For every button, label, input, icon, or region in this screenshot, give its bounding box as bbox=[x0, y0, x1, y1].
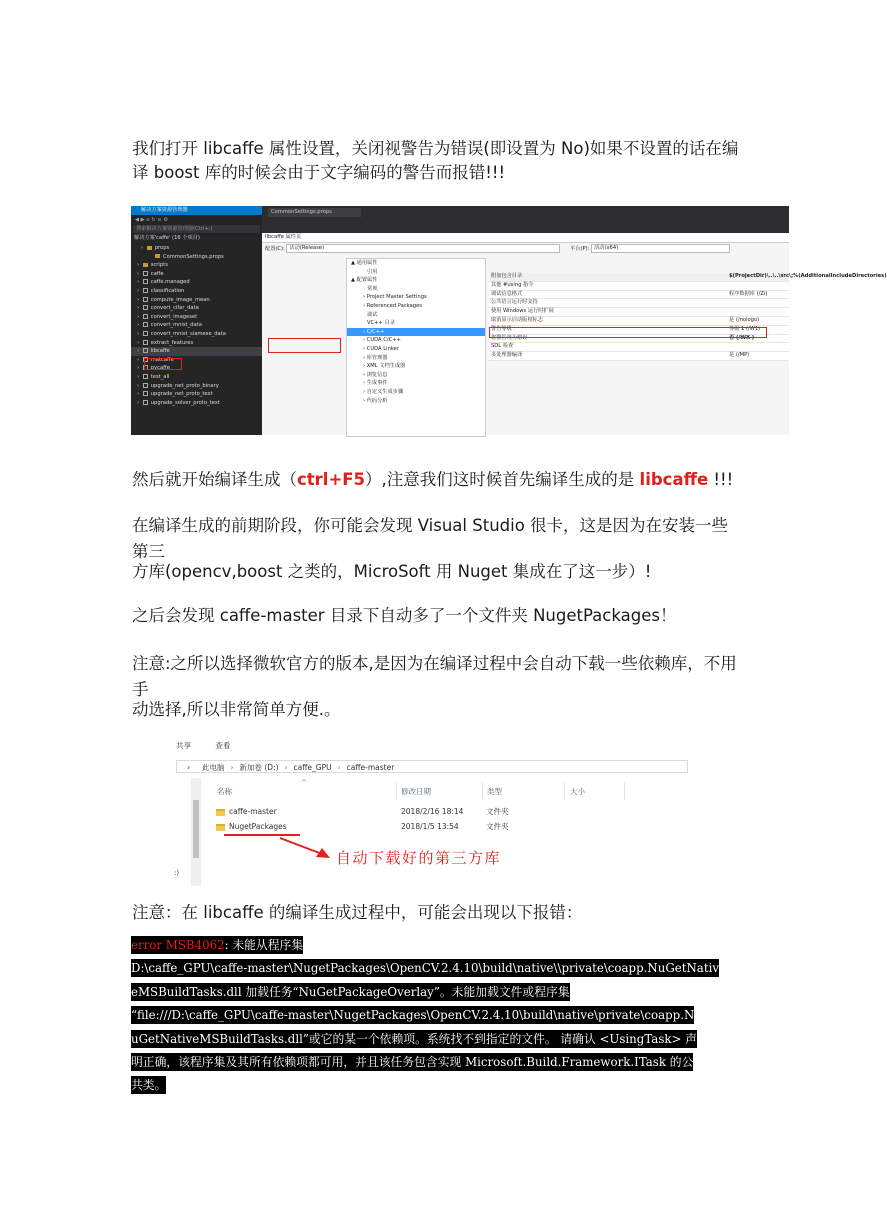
file-row[interactable] bbox=[216, 806, 616, 818]
solution-tree-item[interactable]: › convert_mnist_data bbox=[137, 322, 202, 329]
tree-item-label: convert_imageset bbox=[150, 313, 198, 320]
tree-item-label: extract_features bbox=[150, 339, 194, 346]
error-line: “file:///D:\caffe_GPU\caffe-master\NugetPackages\OpenCV.2.4.10\build\native\private\coapp.N bbox=[131, 1008, 695, 1023]
solution-tree-item[interactable]: › extract_features bbox=[137, 339, 194, 346]
editor-tab-bar bbox=[262, 206, 789, 233]
solution-explorer-title: 解决方案资源管理器 bbox=[131, 206, 262, 215]
project-icon bbox=[143, 400, 148, 405]
column-name[interactable]: 名称 bbox=[217, 787, 232, 796]
ribbon bbox=[176, 740, 252, 751]
property-tree-item[interactable]: ▲ 配置属性 bbox=[351, 277, 378, 284]
visual-studio-screenshot bbox=[131, 206, 887, 435]
property-tree-item[interactable]: 引用 bbox=[367, 268, 378, 275]
property-row[interactable] bbox=[489, 343, 789, 352]
property-tree-item[interactable]: › Referenced Packages bbox=[363, 302, 422, 309]
paragraph-convenient: 动选择,所以非常简单方便.。 bbox=[132, 700, 341, 719]
paragraph-compile bbox=[132, 467, 742, 493]
solution-tree bbox=[131, 244, 262, 407]
column-date[interactable]: 修改日期 bbox=[401, 787, 431, 796]
path-segment[interactable]: 新加卷 (D:) bbox=[239, 763, 279, 772]
property-name: 多处理器编译 bbox=[491, 352, 523, 359]
property-tree-item[interactable]: › Project Master Settings bbox=[363, 294, 427, 301]
tree-item-label: caffe.managed bbox=[150, 279, 190, 286]
p1-text-a: 然后就开始编译生成（ bbox=[132, 470, 297, 489]
solution-tree-item[interactable]: › compute_image_mean bbox=[137, 296, 210, 303]
project-icon bbox=[143, 340, 148, 345]
tree-item-label: compute_image_mean bbox=[150, 296, 210, 303]
property-grid bbox=[489, 273, 887, 361]
property-value: 否 (/WX-) bbox=[729, 334, 755, 341]
property-tree-item[interactable]: › 库管理器 bbox=[363, 354, 388, 361]
path-segment[interactable]: caffe_GPU bbox=[293, 763, 332, 772]
config-row bbox=[262, 243, 789, 255]
tree-item-label: caffe bbox=[150, 270, 164, 277]
error-line: 共类。 bbox=[131, 1078, 167, 1093]
property-tree-item[interactable]: 调试 bbox=[367, 311, 378, 318]
project-icon bbox=[143, 348, 148, 353]
tree-item-label: upgrade_net_proto_binary bbox=[150, 382, 219, 389]
solution-tree-item[interactable]: › upgrade_net_proto_text bbox=[137, 391, 213, 398]
solution-tree-item[interactable]: › upgrade_solver_proto_text bbox=[137, 399, 220, 406]
solution-tree-item[interactable]: › props bbox=[141, 245, 170, 251]
file-type: 文件夹 bbox=[486, 822, 509, 831]
chevron-right-icon: › bbox=[187, 763, 190, 772]
config-select[interactable]: 活动(Release) bbox=[286, 244, 560, 253]
project-icon bbox=[143, 297, 148, 302]
project-icon bbox=[143, 331, 148, 336]
tree-item-label: scripts bbox=[150, 262, 168, 269]
property-tree bbox=[346, 258, 486, 437]
tree-item-label: CommonSettings.props bbox=[163, 253, 224, 260]
highlight-cc bbox=[268, 338, 341, 353]
property-tree-item[interactable]: › CUDA C/C++ bbox=[363, 337, 401, 344]
property-row[interactable] bbox=[489, 299, 789, 308]
property-tree-item[interactable]: › 代码分析 bbox=[363, 397, 388, 404]
tree-item-label: upgrade_net_proto_text bbox=[150, 391, 213, 398]
property-tree-item[interactable]: › CUDA Linker bbox=[363, 345, 400, 352]
tree-item-label: classification bbox=[150, 287, 185, 294]
file-date: 2018/2/16 18:14 bbox=[401, 807, 464, 816]
property-name: 调试信息格式 bbox=[491, 290, 523, 297]
path-segment[interactable]: 此电脑 bbox=[202, 763, 225, 772]
highlight-libcaffe bbox=[144, 358, 182, 370]
error-text: : 未能从程序集 bbox=[224, 938, 304, 952]
file-type: 文件夹 bbox=[486, 807, 509, 816]
file-date: 2018/1/5 13:54 bbox=[401, 822, 459, 831]
project-icon bbox=[143, 288, 148, 293]
solution-tree-item[interactable]: › caffe bbox=[137, 270, 164, 277]
tree-item-label: pycaffe bbox=[150, 365, 170, 372]
property-name: 公共语言运行时支持 bbox=[491, 299, 538, 306]
error-line bbox=[131, 934, 741, 955]
scroll-thumb[interactable] bbox=[193, 800, 199, 858]
paragraph-official: 注意:之所以选择微软官方的版本,是因为在编译过程中会自动下载一些依赖库，不用手 bbox=[132, 654, 737, 699]
path-segment[interactable]: caffe-master bbox=[346, 763, 395, 772]
property-row[interactable] bbox=[489, 352, 789, 361]
solution-tree-item[interactable]: › matcaffe bbox=[137, 356, 174, 363]
left-label: :) bbox=[174, 869, 180, 877]
property-row[interactable] bbox=[489, 273, 887, 282]
solution-tree-item[interactable]: › caffe.managed bbox=[137, 279, 190, 286]
tree-item-label: props bbox=[154, 245, 170, 251]
tree-item-label: libcaffe bbox=[150, 348, 170, 355]
p1-text-c: !!! bbox=[708, 470, 734, 489]
solution-tree-item[interactable]: › libcaffe bbox=[131, 347, 262, 356]
sort-arrow-icon: ^ bbox=[301, 778, 308, 787]
property-tree-item[interactable]: › XML 文档生成器 bbox=[363, 363, 406, 370]
p1-libcaffe: libcaffe bbox=[639, 470, 709, 489]
error-block bbox=[131, 934, 741, 1098]
ribbon-share[interactable]: 共享 bbox=[176, 741, 191, 750]
error-line: D:\caffe_GPU\caffe-master\NugetPackages\OpenCV.2.4.10\build\native\\private\coapp.NuGetNativ bbox=[131, 961, 720, 976]
property-tree-item[interactable]: › 浏览信息 bbox=[363, 371, 388, 378]
project-icon bbox=[143, 374, 148, 379]
property-page-title: libcaffe 属性页 bbox=[262, 233, 789, 243]
project-icon bbox=[143, 383, 148, 388]
project-icon bbox=[143, 279, 148, 284]
tree-item-label: upgrade_solver_proto_text bbox=[150, 399, 220, 406]
folder-icon bbox=[216, 824, 225, 831]
annotation-text: 自动下载好的第三方库 bbox=[336, 849, 502, 867]
ribbon-view[interactable]: 查看 bbox=[215, 741, 231, 750]
error-code: error MSB4062 bbox=[131, 938, 225, 952]
paragraph-slow: 在编译生成的前期阶段，你可能会发现 Visual Studio 很卡，这是因为在安装一些第三 bbox=[132, 516, 729, 561]
property-name: 警告等级 bbox=[491, 325, 512, 332]
error-line: eMSBuildTasks.dll 加载任务“NuGetPackageOverlay”。未能加载文件或程序集 bbox=[131, 984, 570, 999]
scrollbar[interactable] bbox=[191, 778, 201, 886]
property-value: 是 (/nologo) bbox=[729, 316, 760, 323]
paragraph-error-note: 注意：在 libcaffe 的编译生成过程中，可能会出现以下报错： bbox=[132, 903, 583, 922]
tree-item-label: convert_mnist_data bbox=[150, 322, 202, 329]
file-name: NugetPackages bbox=[229, 822, 287, 831]
p1-shortcut: ctrl+F5 bbox=[297, 470, 366, 489]
property-value: $(ProjectDir)\..\..\src\;%(AdditionalIncludeDirectories) bbox=[729, 273, 887, 279]
error-line: 明正确，该程序集及其所有依赖项都可用，并且该任务包含实现 Microsoft.Build.Framework.ITask 的公 bbox=[131, 1054, 694, 1069]
editor-tab[interactable]: CommonSettings.props bbox=[268, 208, 361, 217]
project-icon bbox=[143, 391, 148, 396]
folder-icon bbox=[143, 263, 148, 267]
p1-text-b: ）,注意我们这时候首先编译生成的是 bbox=[365, 470, 640, 489]
address-bar[interactable]: › 此电脑 › 新加卷 (D:) › caffe_GPU › caffe-master bbox=[176, 760, 688, 773]
property-name: SDL 检查 bbox=[491, 343, 514, 350]
platform-select[interactable]: 活动(x64) bbox=[591, 244, 730, 253]
property-tree-item[interactable]: VC++ 目录 bbox=[367, 320, 395, 327]
solution-search-input[interactable]: 搜索解决方案资源管理器(Ctrl+;) bbox=[133, 225, 260, 233]
solution-explorer bbox=[131, 206, 262, 435]
project-icon bbox=[143, 314, 148, 319]
solution-tree-item[interactable]: › upgrade_net_proto_binary bbox=[137, 382, 219, 389]
paragraph-thirdparty: 方库(opencv,boost 之类的，MicroSoft 用 Nuget 集成在了这一步）! bbox=[132, 562, 652, 581]
property-tree-item[interactable]: › C/C++ bbox=[347, 328, 485, 337]
file-name: caffe-master bbox=[229, 807, 277, 816]
tree-item-label: matcaffe bbox=[150, 356, 174, 363]
property-value: 程序数据库 (/Zi) bbox=[729, 290, 768, 297]
property-name: 其他 #using 指令 bbox=[491, 281, 534, 288]
column-divider bbox=[624, 782, 625, 800]
project-icon bbox=[143, 322, 148, 327]
solution-tree-item[interactable]: › convert_imageset bbox=[137, 313, 198, 320]
column-divider bbox=[564, 782, 565, 800]
platform-label: 平台(P): bbox=[570, 246, 590, 252]
solution-tree-item[interactable]: › convert_mnist_siamese_data bbox=[137, 330, 226, 337]
column-type[interactable]: 类型 bbox=[487, 787, 502, 796]
folder-icon bbox=[216, 809, 225, 816]
column-size[interactable]: 大小 bbox=[570, 787, 585, 796]
solution-tree-item[interactable]: › test_all bbox=[137, 373, 170, 380]
intro-paragraph: 我们打开 libcaffe 属性设置，关闭视警告为错误(即设置为 No)如果不设置的话在编译 boost 库的时候会由于文字编码的警告而报错!!! bbox=[132, 139, 739, 182]
property-value: 是 (/MP) bbox=[729, 352, 750, 359]
property-name: 使用 Windows 运行时扩展 bbox=[491, 308, 554, 315]
config-label: 配置(C): bbox=[265, 246, 285, 252]
property-tree-item[interactable]: ▲ 通用属性 bbox=[351, 260, 378, 266]
solution-root[interactable]: 解决方案'caffe' (16 个项目) bbox=[134, 235, 200, 241]
column-divider bbox=[482, 782, 483, 800]
property-tree-item[interactable]: › 生成事件 bbox=[363, 380, 388, 387]
tree-item-label: convert_cifar_data bbox=[150, 305, 199, 312]
folder-icon bbox=[147, 246, 152, 250]
property-name: 将警告视为错误 bbox=[491, 334, 528, 341]
project-icon bbox=[143, 271, 148, 276]
paragraph-nuget: 之后会发现 caffe-master 目录下自动多了一个文件夹 NugetPackages！ bbox=[132, 606, 677, 625]
project-icon bbox=[143, 305, 148, 310]
file-row[interactable] bbox=[216, 821, 616, 833]
folder-icon bbox=[155, 254, 160, 258]
explorer-screenshot bbox=[170, 736, 694, 886]
property-row[interactable] bbox=[489, 282, 789, 291]
tree-item-label: convert_mnist_siamese_data bbox=[150, 330, 226, 337]
property-row[interactable] bbox=[489, 317, 789, 326]
property-name: 附加包含目录 bbox=[491, 273, 523, 279]
highlight-warning-as-error bbox=[489, 327, 767, 338]
solution-tree-item[interactable]: › classification bbox=[137, 287, 185, 294]
property-tree-item[interactable]: › 自定义生成步骤 bbox=[363, 388, 404, 395]
solution-tree-item[interactable]: › pycaffe bbox=[137, 365, 170, 372]
property-row[interactable] bbox=[489, 308, 789, 317]
property-value: 等级 1 (/W1) bbox=[729, 325, 761, 332]
arrow-icon bbox=[278, 836, 334, 862]
column-divider bbox=[396, 782, 397, 800]
solution-toolbar: ◀ ▶ ⌂ ↻ ≡ ⚙ bbox=[135, 217, 168, 223]
property-name: 取消显示启动版权标志 bbox=[491, 316, 543, 323]
solution-tree-item[interactable]: › scripts bbox=[137, 262, 168, 269]
tree-item-label: test_all bbox=[150, 373, 170, 380]
solution-tree-item[interactable]: › convert_cifar_data bbox=[137, 305, 199, 312]
error-line: uGetNativeMSBuildTasks.dll”或它的某一个依赖项。系统找不到指定的文件。 请确认 <UsingTask> 声 bbox=[131, 1031, 697, 1046]
property-tree-item[interactable]: 常规 bbox=[367, 285, 378, 292]
solution-tree-item[interactable] bbox=[131, 253, 262, 262]
